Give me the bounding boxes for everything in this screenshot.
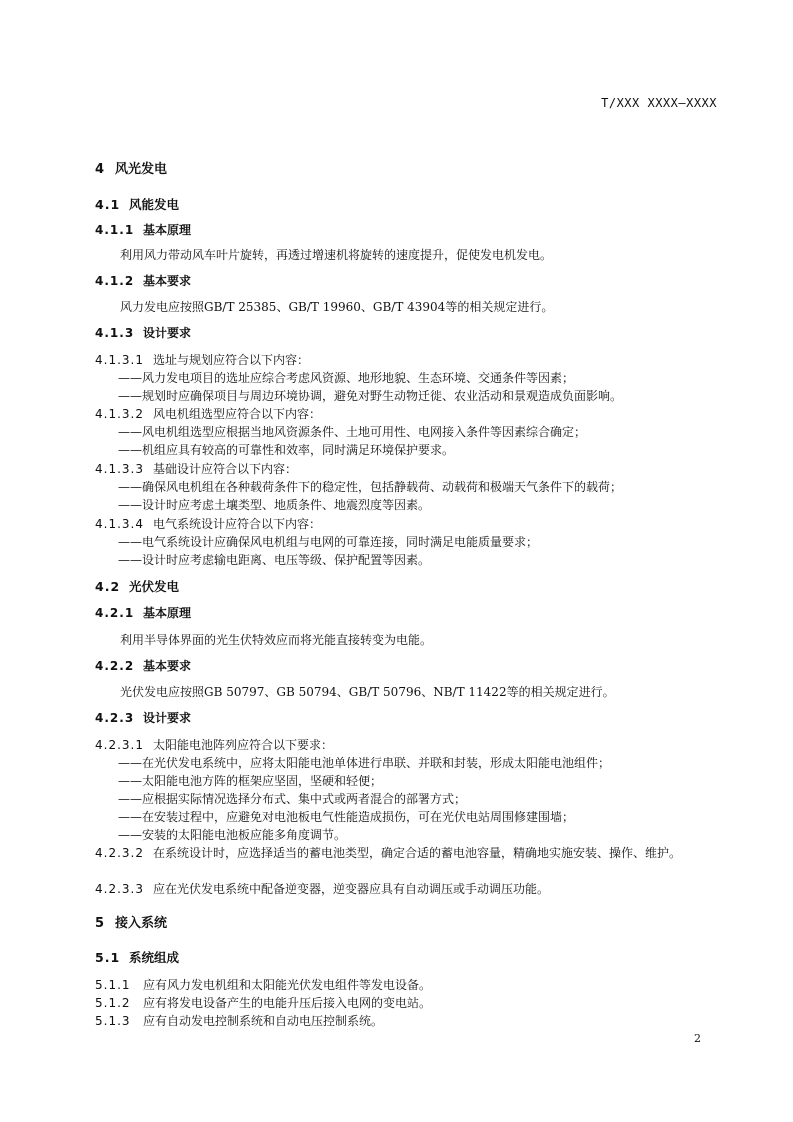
paragraph: 利用风力带动风车叶片旋转，再透过增速机将旋转的速度提升，促使发电机发电。 (120, 248, 553, 262)
clause-heading: 4.1.1 基本原理 (95, 223, 192, 237)
subsection-heading: 4.1 风能发电 (95, 197, 180, 212)
clause-item: 4.1.3.1 选址与规划应符合以下内容： (95, 353, 310, 367)
paragraph: 风力发电应按照GB/T 25385、GB/T 19960、GB/T 43904等的相关规定进行。 (120, 300, 554, 314)
subsection-heading: 5.1 系统组成 (95, 950, 180, 965)
clause-item: 5.1.3 应有自动发电控制系统和自动电压控制系统。 (95, 1014, 384, 1028)
list-item: ——规划时应确保项目与周边环境协调，避免对野生动物迁徙、农业活动和景观造成负面影响。 (118, 389, 623, 403)
paragraph: 光伏发电应按照GB 50797、GB 50794、GB/T 50796、NB/T 11422等的相关规定进行。 (120, 685, 615, 699)
list-item: ——在光伏发电系统中，应将太阳能电池单体进行串联、并联和封装，形成太阳能电池组件； (118, 756, 611, 770)
clause-item: 4.2.3.1 太阳能电池阵列应符合以下要求： (95, 738, 334, 752)
clause-item: 4.1.3.2 风电机组选型应符合以下内容： (95, 407, 322, 421)
list-item: ——机组应具有较高的可靠性和效率，同时满足环境保护要求。 (118, 443, 455, 457)
page-number: 2 (694, 1032, 701, 1045)
list-item: ——太阳能电池方阵的框架应坚固，坚硬和轻便； (118, 774, 383, 788)
paragraph: 利用半导体界面的光生伏特效应而将光能直接转变为电能。 (120, 633, 433, 647)
clause-item: 5.1.1 应有风力发电机组和太阳能光伏发电组件等发电设备。 (95, 978, 432, 992)
clause-item: 4.2.3.3 应在光伏发电系统中配备逆变器，逆变器应具有自动调压或手动调压功能。 (95, 882, 550, 896)
clause-item: 4.2.3.2 在系统设计时，应选择适当的蓄电池类型，确定合适的蓄电池容量，精确地实施安装、操作、维护。 (95, 846, 682, 860)
list-item: ——风力发电项目的选址应综合考虑风资源、地形地貌、生态环境、交通条件等因素； (118, 371, 575, 385)
clause-item: 4.1.3.3 基础设计应符合以下内容： (95, 462, 298, 476)
list-item: ——电气系统设计应确保风电机组与电网的可靠连接，同时满足电能质量要求； (118, 535, 539, 549)
clause-heading: 4.1.3 设计要求 (95, 326, 192, 340)
clause-heading: 4.1.2 基本要求 (95, 274, 192, 288)
clause-heading: 4.2.3 设计要求 (95, 711, 192, 725)
document-number: T/XXX XXXX—XXXX (601, 96, 717, 110)
list-item: ——在安装过程中，应避免对电池板电气性能造成损伤，可在光伏电站周围修建围墙； (118, 810, 575, 824)
section-heading: 4 风光发电 (95, 162, 168, 177)
clause-heading: 4.2.1 基本原理 (95, 606, 192, 620)
list-item: ——安装的太阳能电池板应能多角度调节。 (118, 828, 347, 842)
list-item: ——设计时应考虑土壤类型、地质条件、地震烈度等因素。 (118, 498, 431, 512)
list-item: ——风电机组选型应根据当地风资源条件、土地可用性、电网接入条件等因素综合确定； (118, 425, 587, 439)
subsection-heading: 4.2 光伏发电 (95, 579, 180, 594)
clause-heading: 4.2.2 基本要求 (95, 659, 192, 673)
clause-item: 4.1.3.4 电气系统设计应符合以下内容： (95, 517, 322, 531)
list-item: ——设计时应考虑输电距离、电压等级、保护配置等因素。 (118, 553, 431, 567)
list-item: ——应根据实际情况选择分布式、集中式或两者混合的部署方式； (118, 792, 467, 806)
clause-item: 5.1.2 应有将发电设备产生的电能升压后接入电网的变电站。 (95, 996, 432, 1010)
list-item: ——确保风电机组在各种载荷条件下的稳定性，包括静载荷、动载荷和极端天气条件下的载荷； (118, 480, 623, 494)
section-heading: 5 接入系统 (95, 916, 168, 931)
